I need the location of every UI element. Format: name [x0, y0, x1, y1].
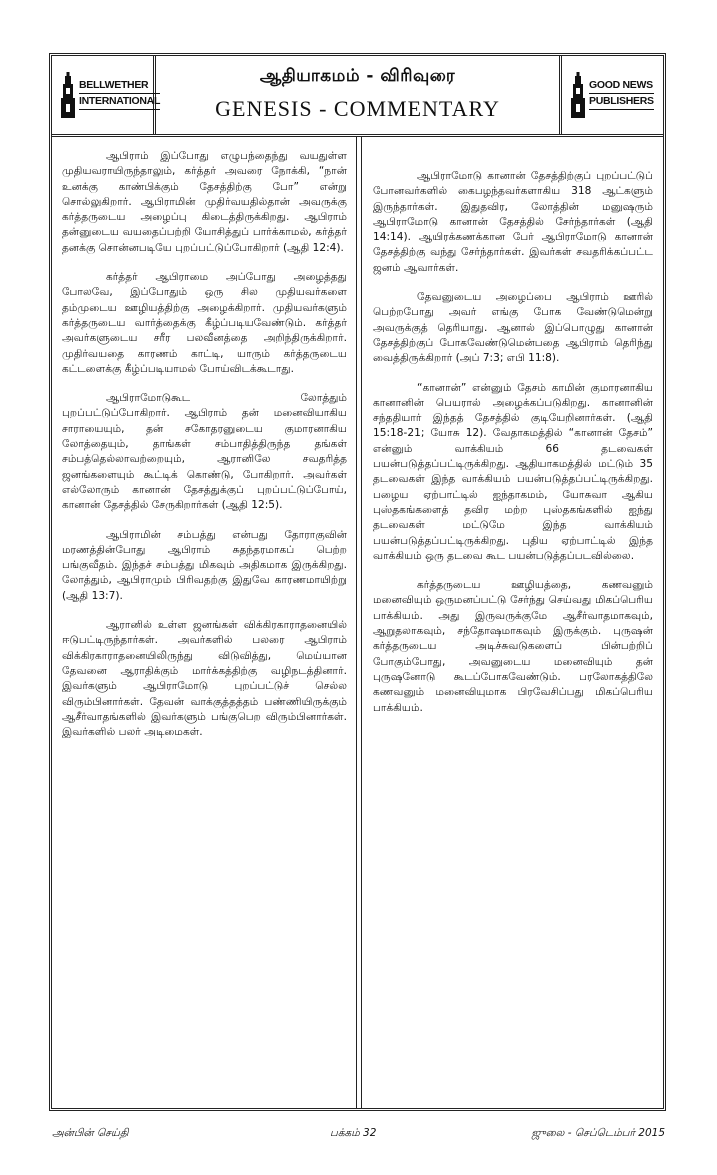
- paragraph: ஆரானில் உள்ள ஜனங்கள் விக்கிரகாராதனையில் ஈடுபட்டிருந்தார்கள். அவர்களில் பலரை ஆபிராம் விக்கிரகாராதனையிலிருந்து விடுவித்து, மெய்யான தேவனை ஆராதிக்கும் மார்க்கத்திற்கு வழிநடத்தினார். இவர்களும் ஆபிராமோடு புறப்பட்டுச் செல்ல விரும்பினார்கள். தேவன் வாக்குத்தத்தம் பண்ணியிருக்கும் ஆசீர்வாதங்களில் இவர்களும் பங்குபெற விரும்பினார்கள். இவர்களில் பலர் அடிமைகள்.: [62, 619, 347, 739]
- left-logo-line2: INTERNATIONAL: [79, 94, 160, 110]
- footer-page-number: பக்கம் 32: [330, 1127, 377, 1139]
- paragraph: ஆபிராமோடு கானான் தேசத்திற்குப் புறப்பட்டுப் போனவர்களில் கைபழந்தவர்களாகிய 318 ஆட்களும் இருந்தார்கள். இதுதவிர, லோத்தின் மனுஷரும் ஆபிராமோடு கானான் தேசத்தில் சேர்ந்தார்கள் (ஆதி 14:14). ஆயிரக்கணக்கான பேர் ஆபிராமோடு கானான் தேசத்திற்கு வந்து சேர்ந்தார்கள். இவர்கள் சவதரிக்கப்பட்ட ஜனம் ஆவார்கள்.: [373, 170, 653, 274]
- paragraph: “கானான்” என்னும் தேசம் காமின் குமாரனாகிய கானானின் பெயரால் அழைக்கப்படுகிறது. கானானின் சந்ததியார் இந்தத் தேசத்தில் குடியேறினார்கள். (ஆதி 15:18-21; யோசு 12). வேதாகமத்தில் “கானான் தேசம்” என்னும் வாக்கியம் 66 தடவைகள் பயன்படுத்தப்பட்டிருக்கிறது. ஆதியாகமத்தில் மட்டும் 35 தடவைகள் இந்த வாக்கியம் பயன்படுத்தப்பட்டிருக்கிறது. பழைய ஏற்பாட்டில் ஐந்தாகமம், யோசுவா ஆகிய புஸ்தகங்களைத் தவிர மற்ற புஸ்தகங்களில் ஐந்து தடவைகள் மட்டுமே இந்த வாக்கியம் பயன்படுத்தப்பட்டிருக்கிறது. புதிய ஏற்பாட்டில் இந்த வாக்கியம் ஒரு தடவை கூட பயன்படுத்தப்படவில்லை.: [373, 381, 653, 562]
- paragraph: கர்த்தர் ஆபிராமை அப்போது அழைத்தது போலவே, இப்போதும் ஒரு சில முதியவர்களை தம்முடைய ஊழியத்திற்கு அழைக்கிறார். முதியவர்களும் கர்த்தருடைய வார்த்தைக்கு கீழ்ப்படியவேண்டும். கர்த்தர் அவர்களுடைய சரீர பலவீனத்தை அறிந்திருக்கிறார். முதிர்வயதை காரணம் காட்டி, யாரும் கர்த்தருடைய கட்டளைக்கு கீழ்ப்படியாமல் போய்விடக்கூடாது.: [62, 271, 347, 375]
- tower-icon: [570, 72, 586, 118]
- footer-issue-date: ஜுலை - செப்டெம்பர் 2015: [531, 1127, 665, 1139]
- right-column: [363, 137, 663, 1108]
- paragraph: தேவனுடைய அழைப்பை ஆபிராம் ஊரில் பெற்றபோது அவர் எங்கு போக வேண்டுமென்று அவருக்குத் தெரியாது. ஆனால் இப்பொழுது கானான் தேசத்திற்குப் போகவேண்டுமென்பதை ஆபிராம் தெரிந்து வைத்திருக்கிறார் (அப் 7:3; எபி 11:8).: [373, 291, 653, 365]
- bellwether-logo: [52, 56, 161, 134]
- page-frame: [49, 53, 666, 1111]
- right-logo-line2: PUBLISHERS: [589, 94, 654, 110]
- title-tamil: ஆதியாகமம் - விரிவுரை: [259, 66, 456, 86]
- title-block: [156, 56, 559, 134]
- paragraph: ஆபிராமின் சம்பத்து என்பது தோராகுவின் மரணத்தின்போது ஆபிராம் சுதந்தரமாகப் பெற்ற பங்குவீதம். இந்தச் சம்பத்து மிகவும் அதிகமாக இருக்கிறது. லோத்தும், ஆபிராமும் பிரிவதற்கு இதுவே காரணமாயிற்று (ஆதி 13:7).: [62, 528, 347, 602]
- header: [52, 56, 663, 137]
- left-logo-line1: BELLWETHER: [79, 78, 160, 94]
- footer-magazine-name: அன்பின் செய்தி: [52, 1127, 129, 1139]
- paragraph: ஆபிராம் இப்போது எழுபந்தைந்து வயதுள்ள முதியவராயிருந்தாலும், கர்த்தர் அவரை நோக்கி, “நான் உனக்கு காண்பிக்கும் தேசத்திற்கு போ” என்று சொல்லுகிறார். ஆபிராமின் முதிர்வயதில்தான் அவருக்கு கர்த்தருடைய அழைப்பு கிடைத்திருக்கிறது. ஆபிராம் தன்னுடைய வயதைப்பற்றி யோசித்துப் பார்க்காமல், கர்த்தர் தனக்கு சொன்னபடியே புறப்பட்டுப்போகிறார் (ஆதி 12:4).: [62, 150, 347, 254]
- bell-tower-icon: [60, 72, 76, 118]
- good-news-logo: [559, 56, 663, 134]
- right-logo-line1: GOOD NEWS: [589, 78, 654, 94]
- footer: [52, 1127, 665, 1145]
- left-column: [52, 137, 357, 1108]
- paragraph: ஆபிராமோடுகூட லோத்தும் புறப்பட்டுப்போகிறார். ஆபிராம் தன் மனைவியாகிய சாராயையும், தன் சகோதரனுடைய குமாரனாகிய லோத்தையும், தாங்கள் சம்பாதித்திருந்த தங்கள் சம்பத்தெல்லாவற்றையும், ஆரானிலே சவதரித்த ஜனங்களையும் கூட்டிக் கொண்டு, போகிறார். அவர்கள் எல்லோரும் கானான் தேசத்துக்குப் புறப்பட்டுப்போய், கானான் தேசத்தில் சேருகிறார்கள் (ஆதி 12:5).: [62, 392, 347, 512]
- paragraph: கர்த்தருடைய ஊழியத்தை, கணவனும் மனைவியும் ஒருமனப்பட்டு சேர்ந்து செய்வது மிகப்பெரிய பாக்கியம். அது இருவருக்குமே ஆசீர்வாதமாகவும், ஆறுதலாகவும், சந்தோஷமாகவும் இருக்கும். புருஷன் கர்த்தருடைய அடிச்சுவடுகளைப் பின்பற்றிப் போகும்போது, அவனுடைய மனைவியும் தன் புருஷனோடு கூடப்போகவேண்டும். பரலோகத்திலே கணவனும் மனைவியுமாக பிரவேசிப்பது மிகப்பெரிய பாக்கியம்.: [373, 579, 653, 714]
- title-english: GENESIS - COMMENTARY: [215, 96, 500, 121]
